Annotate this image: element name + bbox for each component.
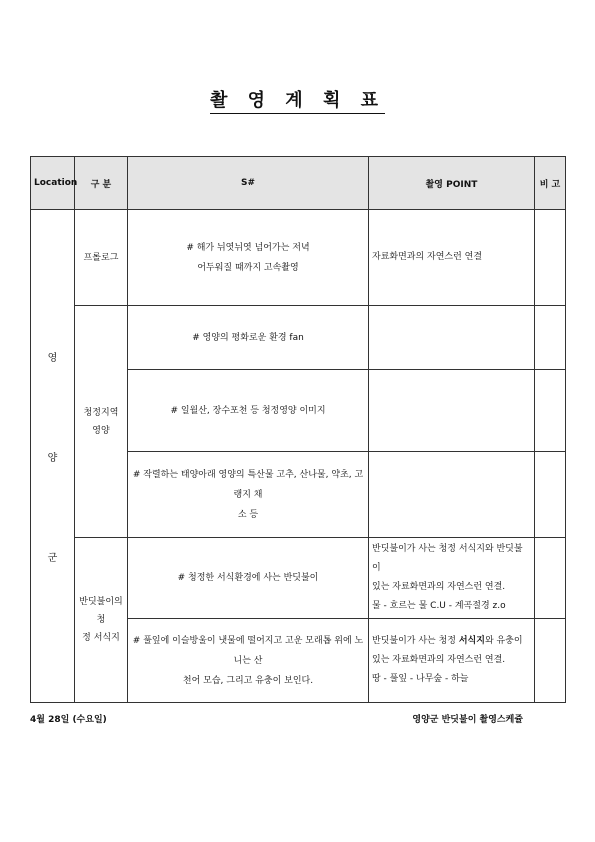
point-cell <box>369 370 535 452</box>
table-row <box>31 306 566 370</box>
point-cell <box>369 306 535 370</box>
scene-cell: # 작렬하는 태양아래 영양의 특산물 고추, 산나물, 약초, 고랭지 채 소 등 <box>128 452 369 538</box>
remarks-cell <box>535 619 566 703</box>
gubun-cell: 프롤로그 <box>75 210 128 306</box>
header-row <box>31 157 566 210</box>
remarks-cell <box>535 538 566 619</box>
footer-date: 4월 28일 (수요일) <box>30 715 107 725</box>
header-location: Location <box>31 157 75 210</box>
location-char: 양 <box>47 452 58 464</box>
scene-cell: # 풀잎에 이슬방울이 냇물에 떨어지고 고운 모래톱 위에 노니는 산 천어 모습, 그리고 유충이 보인다. <box>128 619 369 703</box>
header-scene: S# <box>128 157 369 210</box>
location-char: 군 <box>47 552 58 564</box>
header-remarks: 비 고 <box>535 157 566 210</box>
remarks-cell <box>535 306 566 370</box>
table-row <box>31 538 566 619</box>
scene-cell: # 영양의 평화로운 환경 fan <box>128 306 369 370</box>
point-cell: 자료화면과의 자연스런 연결 <box>369 210 535 306</box>
gubun-cell: 청정지역 영양 <box>75 306 128 538</box>
location-char: 영 <box>47 352 58 364</box>
scene-cell: # 청정한 서식환경에 사는 반딧불이 <box>128 538 369 619</box>
table-row <box>31 210 566 306</box>
scene-cell: # 해가 뉘엿뉘엿 넘어가는 저녁 어두워질 때까지 고속촬영 <box>128 210 369 306</box>
header-gubun: 구 분 <box>75 157 128 210</box>
gubun-cell: 반딧불이의 청 정 서식지 <box>75 538 128 703</box>
location-cell <box>31 210 75 703</box>
page-title: 촬 영 계 획 표 <box>0 86 595 112</box>
remarks-cell <box>535 370 566 452</box>
shooting-plan-table <box>30 156 566 703</box>
remarks-cell <box>535 210 566 306</box>
point-cell <box>369 452 535 538</box>
point-cell: 반딧불이가 사는 청정 서식지와 반딧불이 있는 자료화면과의 자연스런 연결. 물 - 흐르는 물 C.U - 계곡절경 z.o <box>369 538 535 619</box>
point-cell: 반딧불이가 사는 청정 서식지와 유충이 있는 자료화면과의 자연스런 연결. 땅 - 풀잎 - 나무숲 - 하늘 <box>369 619 535 703</box>
footer-project: 영양군 반딧불이 촬영스케쥴 <box>412 715 523 725</box>
remarks-cell <box>535 452 566 538</box>
header-shooting-point: 촬영 POINT <box>369 157 535 210</box>
scene-cell: # 일월산, 장수포천 등 청정영양 이미지 <box>128 370 369 452</box>
